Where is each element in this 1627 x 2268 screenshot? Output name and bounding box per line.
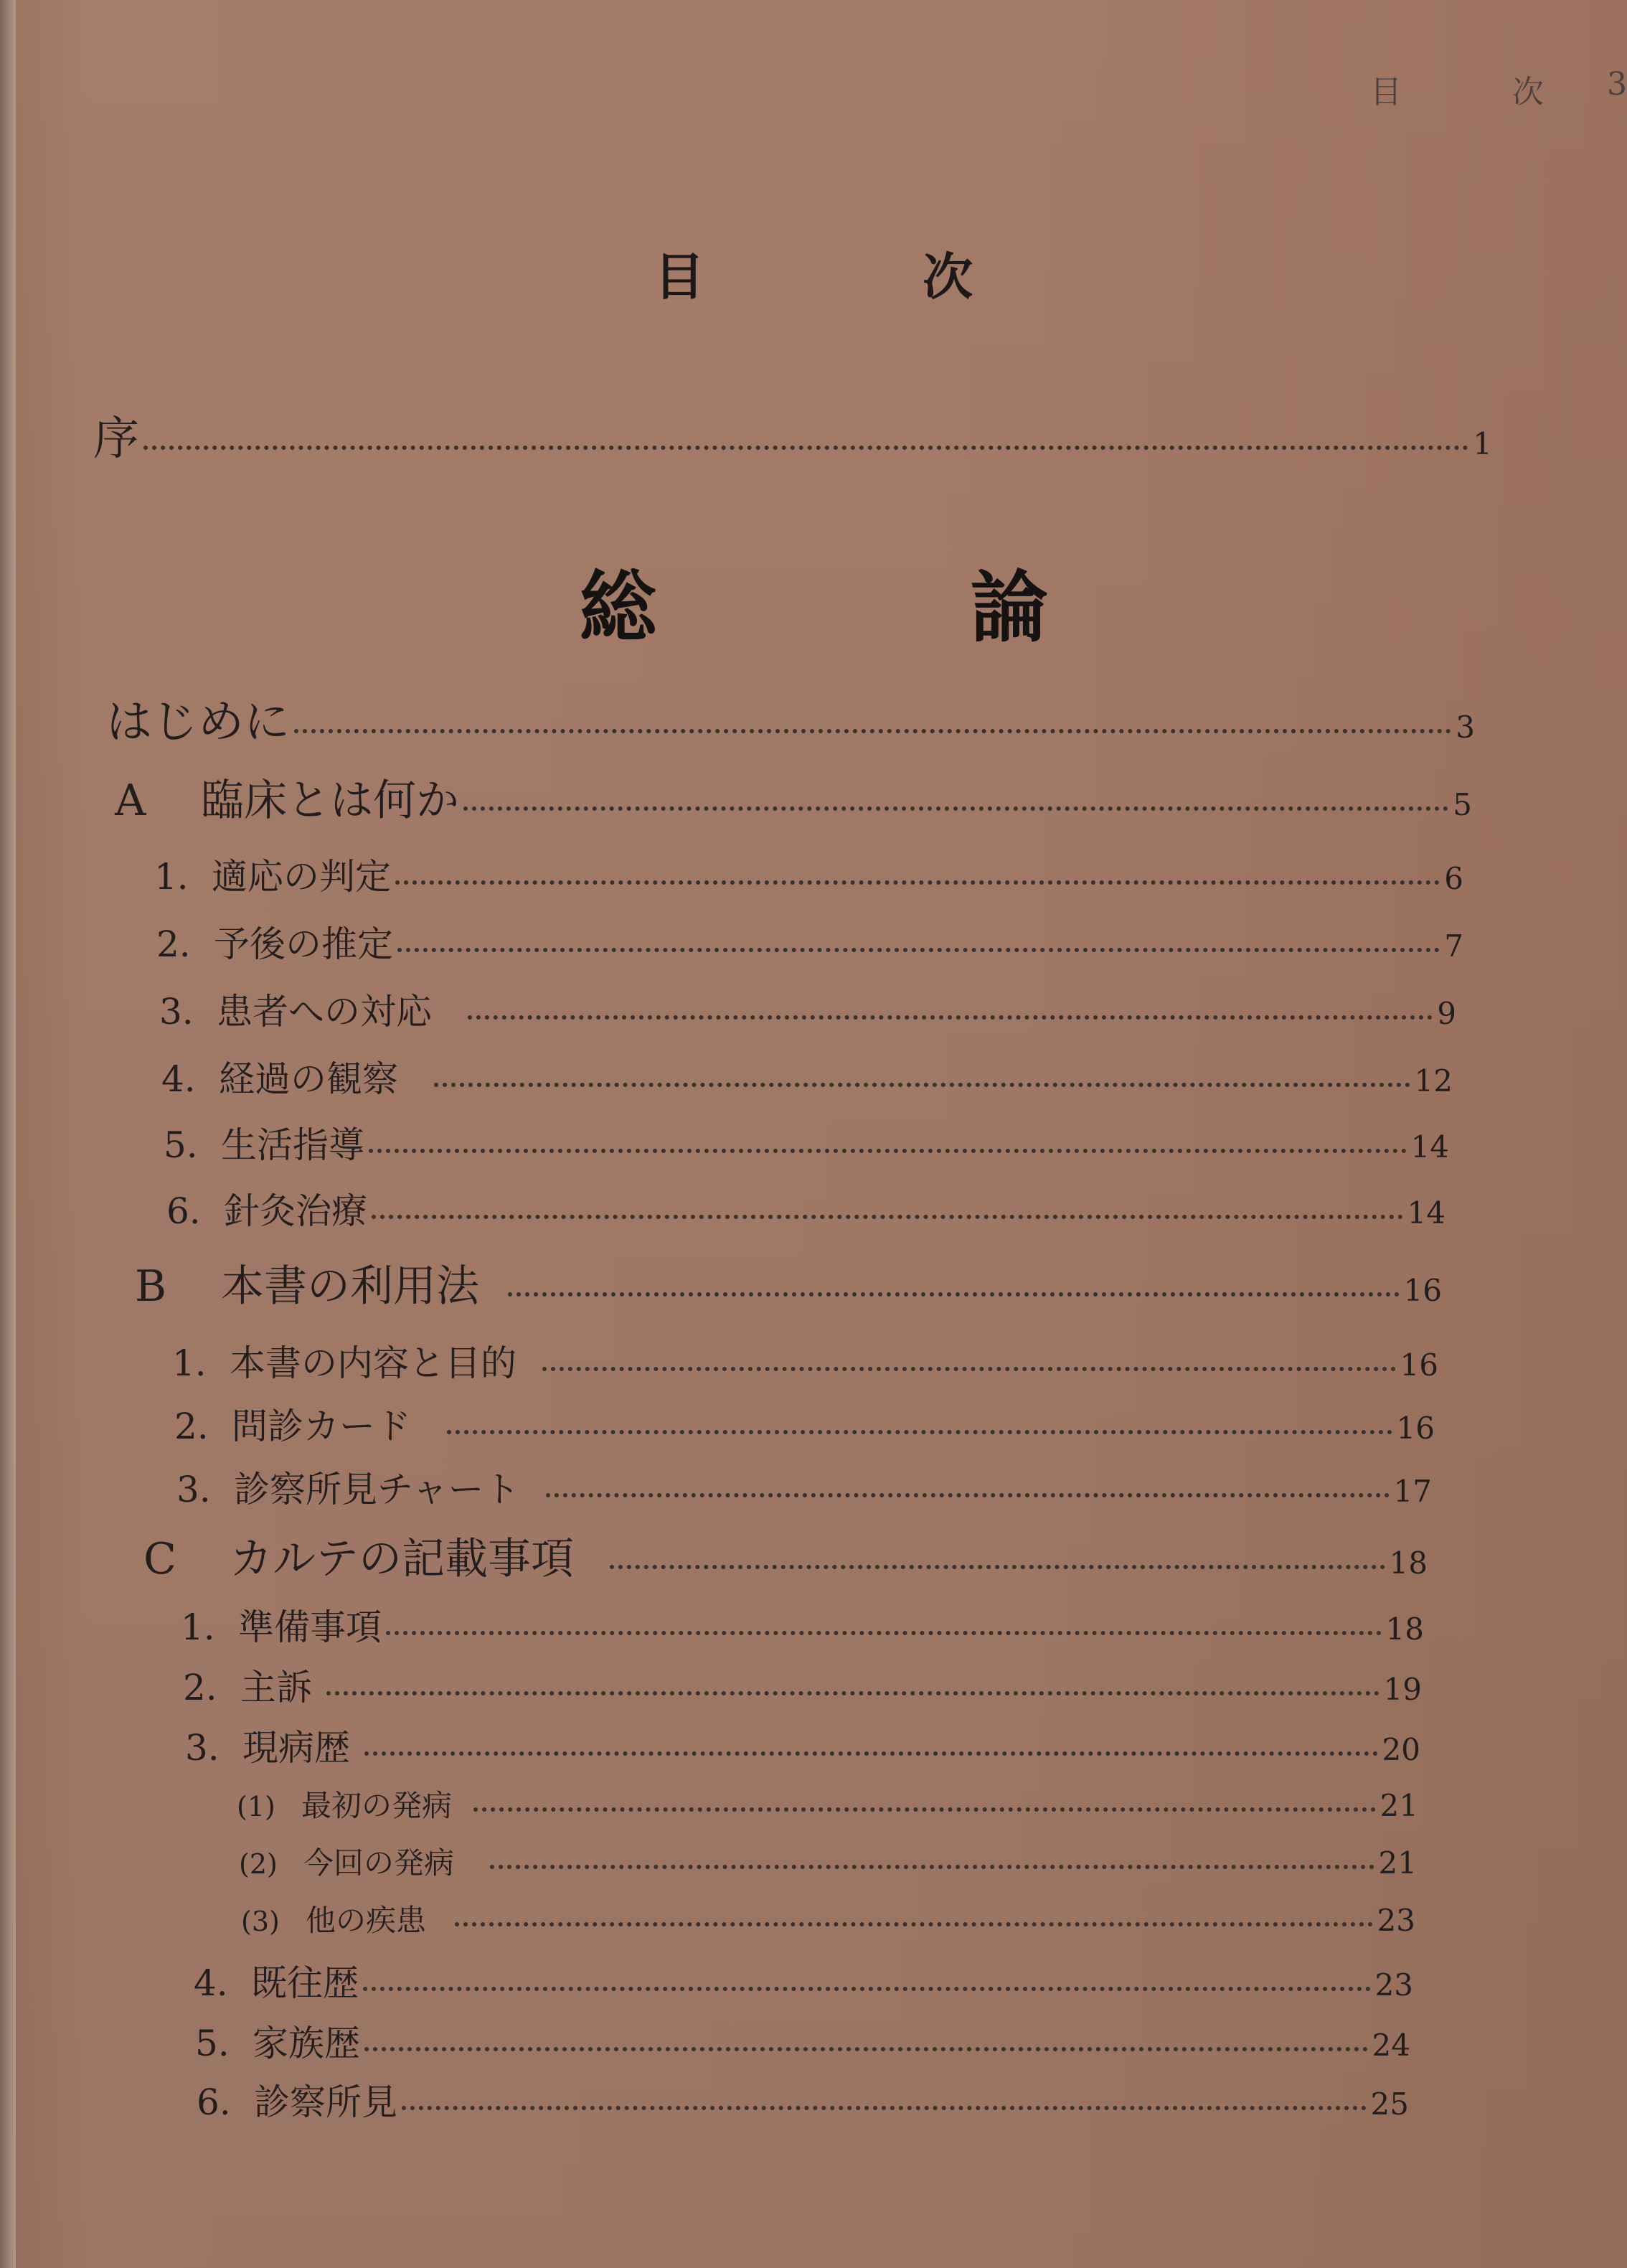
item-number: 6. [166,1190,201,1232]
part-title: 総 論 [579,563,1192,653]
dot-leader [455,1922,1373,1926]
subitem-number: (1) [237,1791,275,1822]
toc-item[interactable] [176,1461,1432,1512]
section-letter: C [143,1534,176,1584]
toc-entry-page: 23 [1377,1903,1415,1938]
toc-entry-label: 予後の推定 [214,923,393,965]
dot-leader [364,2047,1368,2051]
toc-entry-intro[interactable] [106,685,1475,751]
toc-section-b[interactable] [135,1252,1442,1314]
toc-entry-label: 現病歴 [242,1727,350,1769]
toc-entry-page: 7 [1444,928,1463,964]
toc-entry-page: 24 [1372,2028,1410,2063]
item-number: 3. [185,1727,220,1769]
toc-entry-page: 5 [1453,787,1472,822]
dot-leader [463,806,1448,811]
toc-entry-label: 経過の観察 [219,1058,398,1100]
toc-subitem[interactable] [237,1782,1418,1825]
toc-entry-label: 本書の内容と目的 [230,1342,517,1384]
section-letter: A [115,776,146,826]
item-number: 4. [194,1962,228,2004]
item-number: 3. [176,1469,211,1510]
item-number: 6. [197,2081,231,2123]
toc-item[interactable] [174,1398,1435,1449]
toc-item[interactable] [195,2015,1410,2066]
toc-entry-label: 適応の判定 [212,856,391,898]
subitem-number: (3) [241,1906,280,1937]
dot-leader [294,729,1451,733]
toc-entry-page: 25 [1370,2086,1409,2122]
dot-leader [369,1149,1407,1153]
toc-item[interactable] [194,1954,1413,2006]
toc-entry-label: 臨床とは何か [201,776,459,826]
toc-item[interactable] [185,1719,1420,1771]
toc-item[interactable] [159,983,1456,1035]
toc-entry-label: 家族歴 [253,2023,360,2064]
toc-entry-label: 他の疾患 [306,1903,427,1938]
toc-entry-page: 20 [1382,1732,1420,1767]
dot-leader [490,1865,1374,1869]
toc-item[interactable] [181,1599,1424,1650]
item-number: 2. [156,923,191,965]
toc-entry-page: 23 [1374,1967,1413,2003]
dot-leader [447,1430,1392,1434]
toc-entry-label: 既往歴 [251,1962,359,2004]
toc-entry-page: 16 [1403,1273,1442,1308]
toc-entry-label: 診察所見 [254,2081,397,2123]
toc-entry-page: 21 [1378,1845,1417,1881]
toc-entry-page: 16 [1396,1411,1435,1446]
toc-entry-page: 6 [1444,861,1463,896]
dot-leader [508,1292,1400,1297]
toc-entry-page: 18 [1385,1611,1424,1647]
toc-entry-page: 14 [1407,1195,1446,1231]
toc-section-a[interactable] [115,766,1472,828]
item-number: 1. [154,856,189,898]
toc-item[interactable] [183,1659,1422,1711]
toc-entry-page: 16 [1400,1347,1438,1383]
item-number: 5. [195,2023,230,2064]
section-letter: B [135,1261,167,1312]
dot-leader [364,1751,1378,1756]
dot-leader [372,1215,1403,1219]
toc-entry-label: はじめに [106,696,290,749]
toc-item[interactable] [156,916,1463,967]
dot-leader [363,1987,1371,1991]
toc-entry-preface[interactable] [93,402,1492,468]
toc-entry-label: 本書の利用法 [221,1261,479,1312]
toc-entry-label: 針灸治療 [224,1190,367,1232]
toc-entry-label: 主訴 [240,1667,312,1708]
toc-entry-page: 17 [1393,1474,1432,1509]
toc-entry-page: 1 [1473,426,1492,461]
toc-entry-label: 最初の発病 [301,1788,453,1823]
subitem-number: (2) [239,1848,278,1880]
item-number: 1. [172,1342,207,1384]
toc-entry-page: 9 [1437,996,1456,1031]
toc-section-c[interactable] [143,1525,1428,1586]
item-number: 4. [161,1058,196,1100]
toc-entry-label: 患者への対応 [217,991,432,1032]
book-gutter-shadow [0,0,16,2268]
dot-leader [610,1565,1385,1569]
item-number: 3. [159,991,194,1032]
dot-leader [542,1367,1396,1371]
toc-entry-label: 今回の発病 [303,1845,455,1881]
item-number: 1. [181,1606,215,1648]
dot-leader [402,2106,1367,2110]
dot-leader [386,1631,1382,1635]
toc-item[interactable] [161,1050,1453,1102]
toc-entry-page: 12 [1414,1063,1453,1098]
toc-entry-label: カルテの記載事項 [230,1534,574,1584]
toc-entry-label: 問診カード [232,1406,411,1447]
dot-leader [468,1015,1433,1020]
toc-item[interactable] [166,1182,1446,1234]
toc-entry-page: 18 [1389,1545,1428,1581]
dot-leader [434,1083,1410,1087]
toc-entry-page: 14 [1410,1129,1449,1164]
dot-leader [473,1807,1376,1812]
dot-leader [546,1493,1390,1497]
item-number: 2. [174,1406,209,1447]
toc-item[interactable] [197,2074,1409,2125]
running-head [1370,66,1627,112]
toc-item[interactable] [172,1335,1438,1386]
toc-entry-label: 診察所見チャート [234,1469,520,1510]
item-number: 5. [164,1124,198,1166]
toc-entry-label: 序 [93,413,139,466]
toc-subitem[interactable] [241,1897,1415,1940]
toc-item[interactable] [164,1116,1449,1168]
toc-entry-label: 生活指導 [221,1124,364,1166]
item-number: 2. [183,1667,217,1708]
running-head-title: 目 次 [1370,74,1594,110]
toc-title: 目 次 [654,247,1074,306]
toc-entry-page: 3 [1456,710,1475,745]
running-head-page-number: 3 [1607,66,1627,103]
toc-item[interactable] [154,848,1463,900]
toc-entry-label: 準備事項 [238,1606,382,1648]
toc-entry-page: 19 [1383,1672,1422,1707]
dot-leader [395,880,1440,885]
toc-subitem[interactable] [239,1840,1417,1883]
toc-entry-page: 21 [1380,1788,1418,1823]
dot-leader [143,446,1468,450]
dot-leader [397,948,1440,952]
dot-leader [326,1691,1380,1695]
